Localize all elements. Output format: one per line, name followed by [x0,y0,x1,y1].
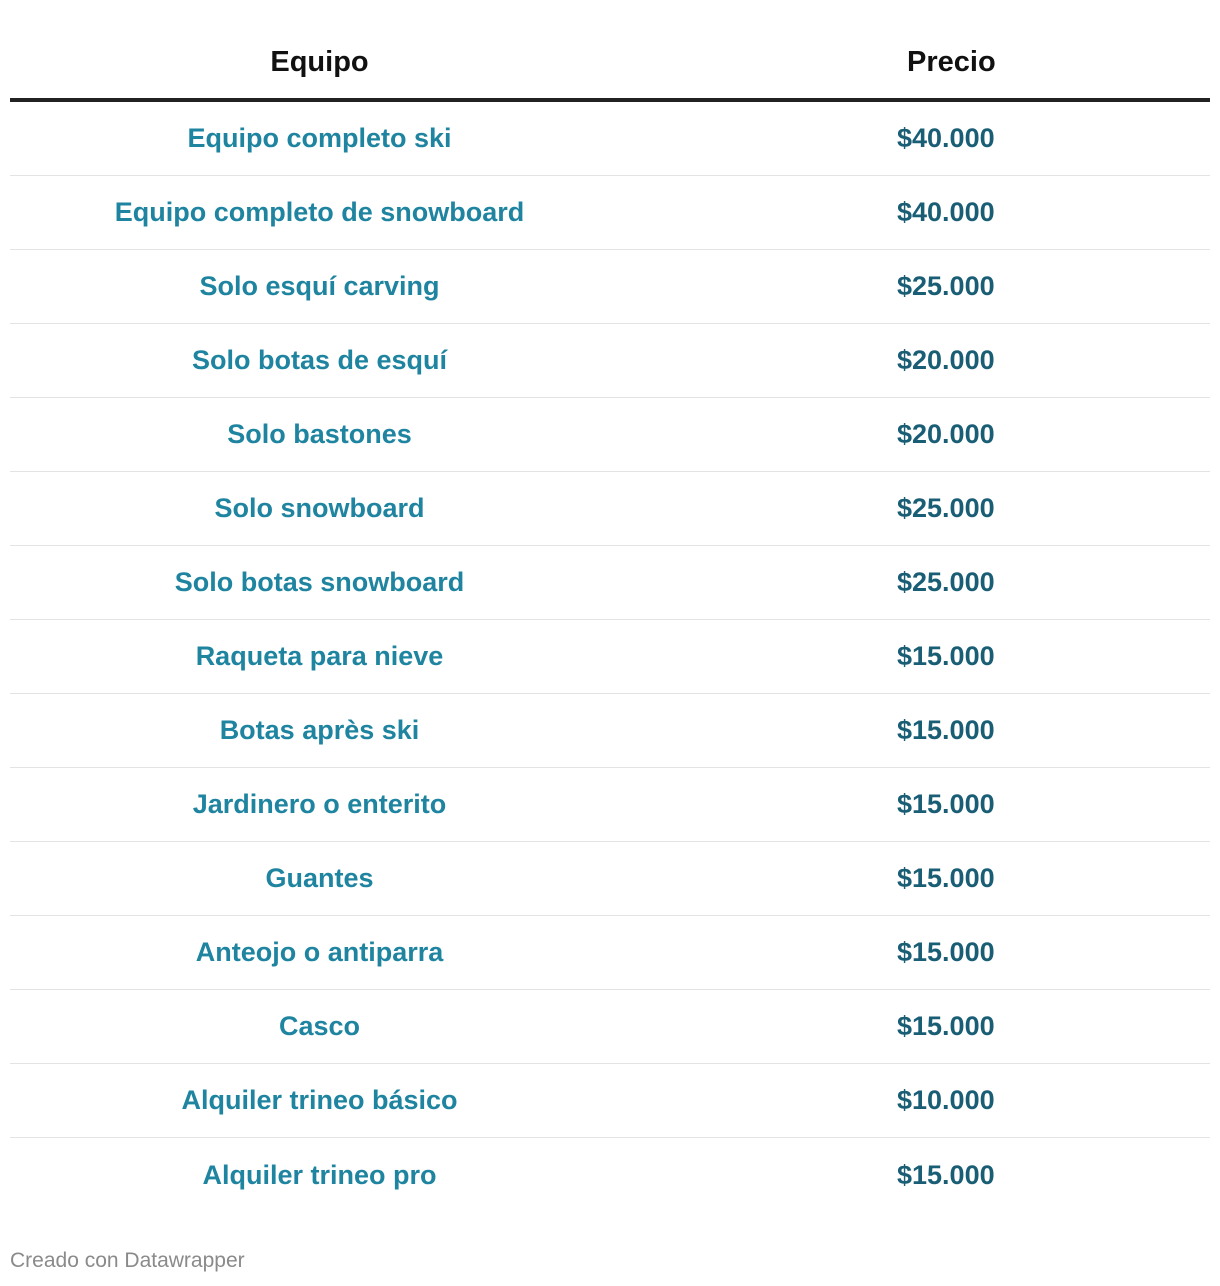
table-row [10,768,1210,842]
table-row [10,842,1210,916]
table-row [10,916,1210,990]
cell-precio: $20.000 [897,345,995,375]
cell-equipo: Jardinero o enterito [192,789,447,819]
cell-equipo: Solo bastones [227,419,412,449]
table-row [10,990,1210,1064]
cell-precio: $15.000 [897,863,995,893]
footer-credit: Creado con Datawrapper [10,1249,245,1272]
cell-precio: $40.000 [897,197,995,227]
cell-equipo: Solo snowboard [214,493,425,523]
cell-precio: $25.000 [897,567,995,597]
cell-precio: $15.000 [897,789,995,819]
cell-equipo: Raqueta para nieve [195,641,444,671]
cell-precio: $15.000 [897,715,995,745]
table-body [10,102,1210,1212]
table-row [10,398,1210,472]
table-row [10,1138,1210,1212]
cell-equipo: Guantes [265,863,374,893]
cell-precio: $10.000 [897,1085,995,1115]
cell-equipo: Casco [278,1011,361,1041]
cell-equipo: Equipo completo ski [187,123,452,153]
table-header [10,26,1210,102]
table-row [10,1064,1210,1138]
table-row [10,472,1210,546]
cell-equipo: Alquiler trineo pro [202,1159,437,1190]
cell-precio: $25.000 [897,493,995,523]
price-table [10,26,1210,1212]
cell-equipo: Solo botas de esquí [191,345,448,375]
table-row [10,250,1210,324]
table-row [10,102,1210,176]
table-row [10,620,1210,694]
cell-equipo: Solo botas snowboard [174,567,465,597]
table-row [10,546,1210,620]
cell-equipo: Botas après ski [219,715,420,745]
cell-equipo: Solo esquí carving [199,271,440,301]
table-row [10,176,1210,250]
cell-precio: $15.000 [897,1011,995,1041]
cell-precio: $15.000 [897,1159,995,1190]
cell-equipo: Equipo completo de snowboard [114,197,525,227]
cell-equipo: Alquiler trineo básico [181,1085,458,1115]
column-header-equipo: Equipo [270,45,369,78]
table-row [10,694,1210,768]
cell-equipo: Anteojo o antiparra [195,937,444,967]
table-row [10,324,1210,398]
cell-precio: $15.000 [897,641,995,671]
cell-precio: $15.000 [897,937,995,967]
cell-precio: $25.000 [897,271,995,301]
column-header-precio: Precio [907,45,996,78]
cell-precio: $20.000 [897,419,995,449]
cell-precio: $40.000 [897,123,995,153]
